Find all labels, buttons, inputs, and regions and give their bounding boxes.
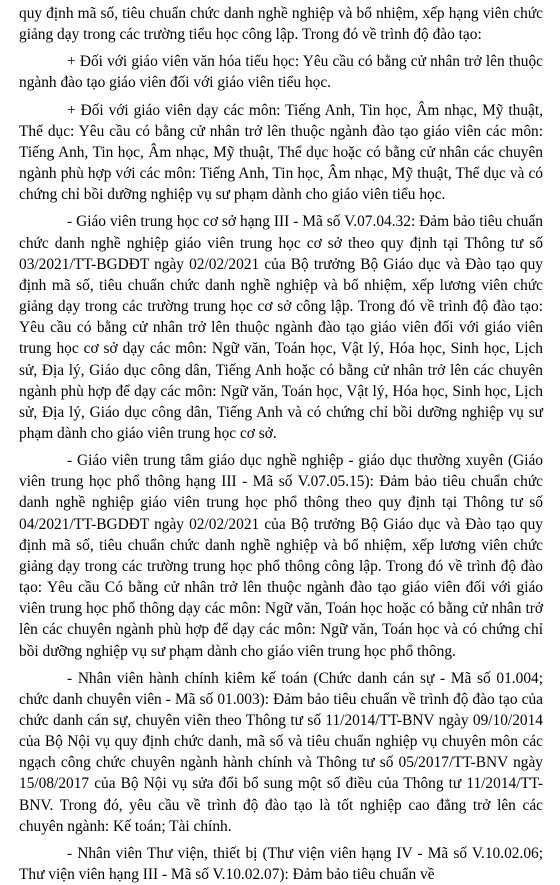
paragraph-lower-secondary-teacher: - Giáo viên trung học cơ sở hạng III - Mã số V.07.04.32: Đảm bảo tiêu chuẩn chức danh nghề nghiệp giáo viên trung học cơ sở theo quy định tại Thông tư số 03/2021/TT-BGDĐT ngày 02/02/2021 của Bộ trưởng Bộ Giáo dục và Đào tạo quy định mã số, tiêu chuẩn chức danh nghề nghiệp và bổ nhiệm, xếp lương viên chức giảng dạy trong các trường trung học cơ sở công lập. Trong đó về trình độ đào tạo: Yêu cầu có bằng cử nhân trở lên thuộc ngành đào tạo giáo viên đối với giáo viên trung học cơ sở dạy các môn: Ngữ văn, Toán học, Vật lý, Hóa học, Sinh học, Lịch sử, Địa lý, Giáo dục công dân, Tiếng Anh hoặc có bằng cử nhân trở lên các chuyên ngành phù hợp để dạy các môn: Ngữ văn, Toán học, Vật lý, Hóa học, Sinh học, Lịch sử, Địa lý, Giáo dục công dân, Tiếng Anh và có chứng chỉ bồi dưỡng nghiệp vụ sư phạm dành cho giáo viên trung học cơ sở. [19, 213, 543, 442]
paragraph-primary-school-standard: quy định mã số, tiêu chuẩn chức danh nghề nghiệp và bổ nhiệm, xếp hạng viên chức giảng dạy trong các trường tiểu học công lập. Trong đó về trình độ đào tạo: [19, 5, 543, 44]
document-page [19, 3, 543, 885]
paragraph-admin-accountant: - Nhân viên hành chính kiêm kế toán (Chức danh cán sự - Mã số 01.004; chức danh chuyên viên - Mã số 01.003): Đảm bảo tiêu chuẩn về trình độ đào tạo của chức danh cán sự, chuyên viên theo Thông tư số 11/2014/TT-BNV ngày 09/10/2014 của Bộ Nội vụ quy định chức danh, mã số và tiêu chuẩn nghiệp vụ chuyên môn các ngạch công chức chuyên ngành hành chính và Thông tư số 05/2017/TT-BNV ngày 15/08/2017 của Bộ Nội vụ sửa đổi bổ sung một số điều của Thông tư 11/2014/TT-BNV. Trong đó, yêu cầu về trình độ đào tạo là tốt nghiệp cao đẳng trở lên các chuyên ngành: Kế toán; Tài chính. [19, 669, 543, 835]
paragraph-primary-culture-teacher: + Đối với giáo viên văn hóa tiểu học: Yêu cầu có bằng cử nhân trở lên thuộc ngành đào tạo giáo viên đối với giáo viên tiểu học. [19, 53, 543, 92]
paragraph-vocational-center-teacher: - Giáo viên trung tâm giáo dục nghề nghiệp - giáo dục thường xuyên (Giáo viên trung học phổ thông hạng III - Mã số V.07.05.15): Đảm bảo tiêu chuẩn chức danh nghề nghiệp giáo viên trung học phổ thông theo quy định tại Thông tư số 04/2021/TT-BGDĐT ngày 02/02/2021 của Bộ trưởng Bộ Giáo dục và Đào tạo quy định mã số, tiêu chuẩn chức danh nghề nghiệp và bổ nhiệm, xếp lương viên chức giảng dạy trong các trường trung học phổ thông công lập. Trong đó về trình độ đào tạo: Yêu cầu Có bằng cử nhân trở lên thuộc ngành đào tạo giáo viên đối với giáo viên trung học phổ thông dạy các môn: Ngữ văn, Toán học hoặc có bằng cử nhân trở lên các chuyên ngành phù hợp để dạy các môn: Ngữ văn, Toán học và có chứng chỉ bồi dưỡng nghiệp vụ sư phạm dành cho giáo viên trung học phổ thông. [19, 452, 543, 660]
paragraph-primary-subject-teacher: + Đối với giáo viên dạy các môn: Tiếng Anh, Tin học, Âm nhạc, Mỹ thuật, Thể dục: Yêu cầu có bằng cử nhân trở lên thuộc ngành đào tạo giáo viên các môn: Tiếng Anh, Tin học, Âm nhạc, Mỹ thuật, Thể dục hoặc có bằng cử nhân các chuyên ngành phù hợp với các môn: Tiếng Anh, Tin học, Âm nhạc, Mỹ thuật, Thể dục và có chứng chỉ bồi dưỡng nghiệp vụ sư phạm dành cho giáo viên tiểu học. [19, 101, 543, 204]
paragraph-librarian-equipment: - Nhân viên Thư viện, thiết bị (Thư viện viên hạng IV - Mã số V.10.02.06; Thư viện viên hạng III - Mã số V.10.02.07): Đảm bảo tiêu chuẩn về [19, 844, 543, 884]
